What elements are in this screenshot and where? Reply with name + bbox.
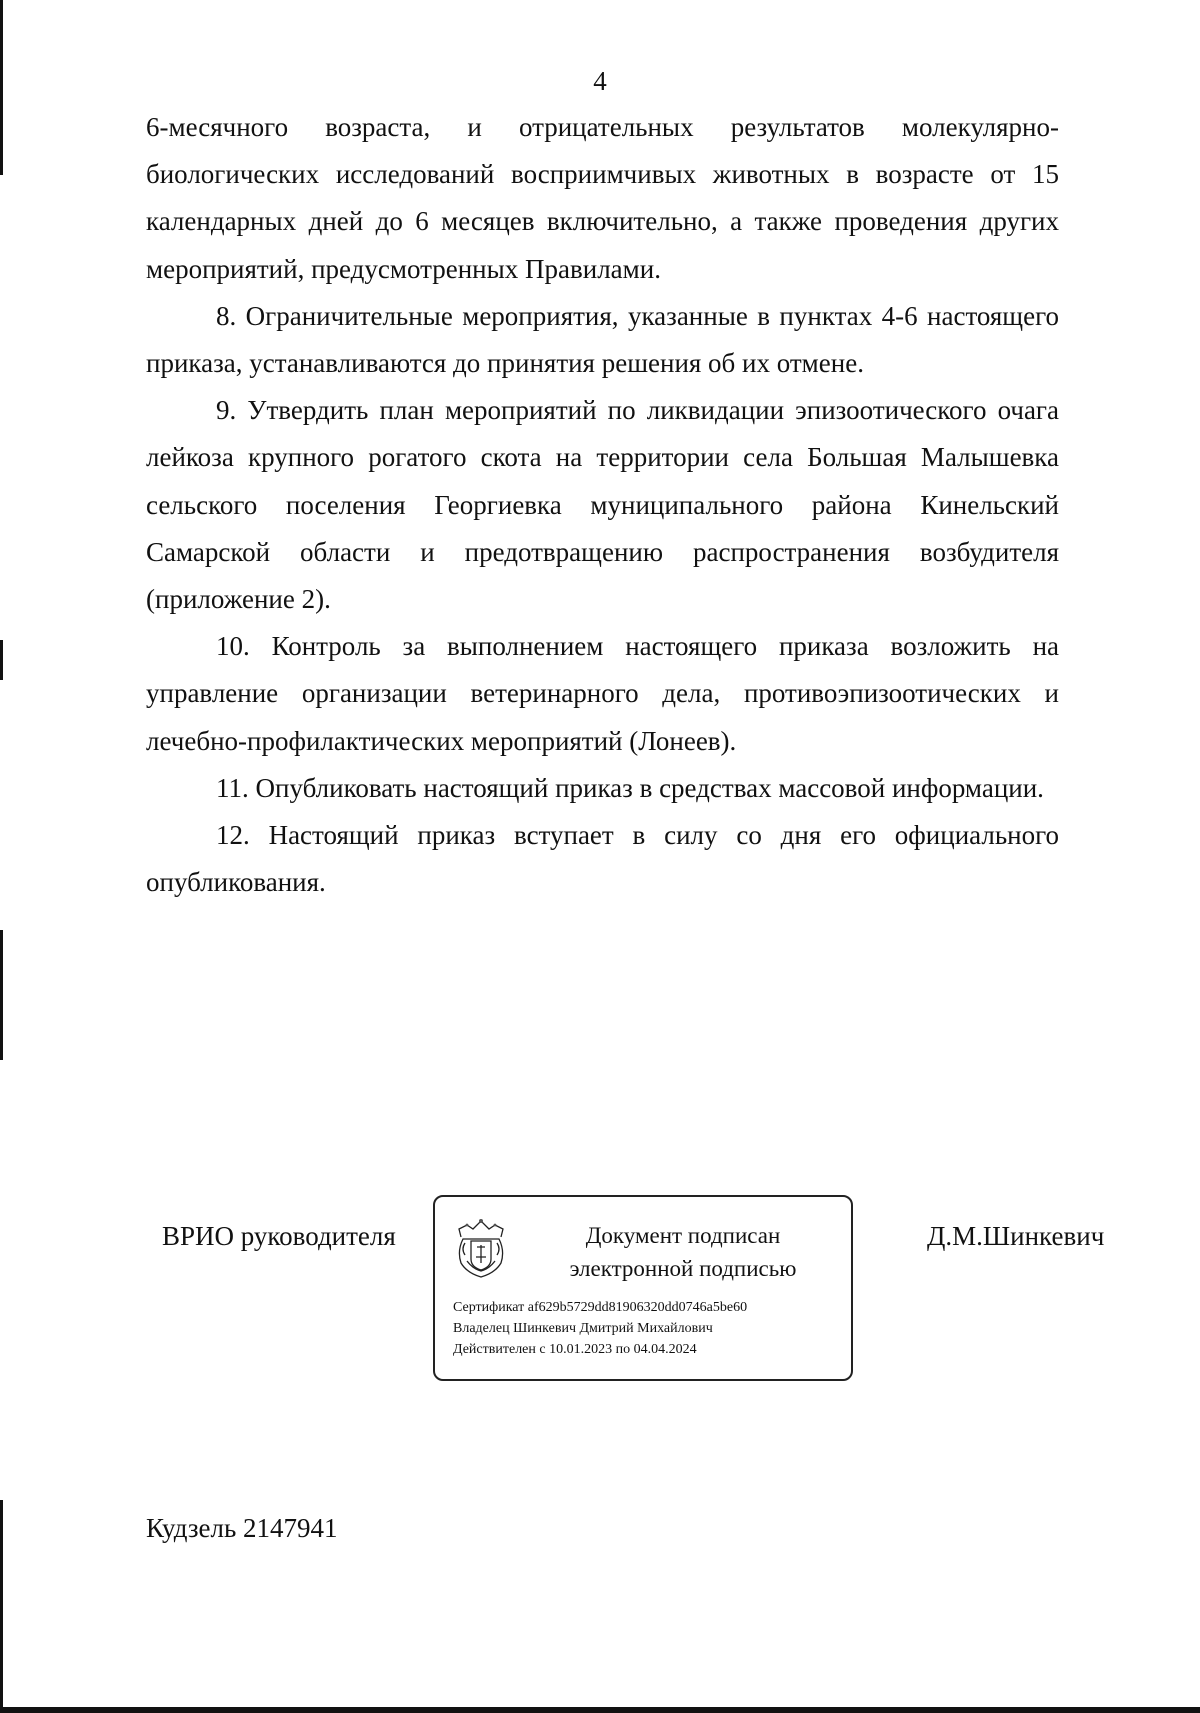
footer-author-note: Кудзель 2147941 [146,1513,338,1543]
paragraph: 8. Ограничительные мероприятия, указанные в пунктах 4-6 настоящего приказа, устанавливаются до принятия решения об их отмене. [146,300,1059,379]
esig-validity: Действителен с 10.01.2023 по 04.04.2024 [453,1342,697,1357]
scan-edge-left [0,1500,3,1713]
esig-title-line: Документ подписан [585,1223,781,1248]
paragraph: 9. Утвердить план мероприятий по ликвидации эпизоотического очага лейкоза крупного рогатого скота на территории села Большая Малышевка сельского поселения Георгиевка муниципального района Кинельский Самарской области и предотвращению распространения возбудителя (приложение 2). [146,395,1059,615]
paragraph: 10. Контроль за выполнением настоящего приказа возложить на управление организации ветеринарного дела, противоэпизоотических и лечебно-профилактических мероприятий (Лонеев). [146,631,1059,756]
document-body [146,104,1059,906]
electronic-signature-stamp [433,1195,853,1381]
paragraph: 11. Опубликовать настоящий приказ в средствах массовой информации. [216,772,1044,803]
signatory-role: ВРИО руководителя [162,1221,396,1251]
esig-title-line: электронной подписью [569,1256,797,1281]
scan-edge-left [0,640,3,680]
scan-edge-bottom [0,1707,1200,1713]
esig-title [525,1219,841,1285]
coat-of-arms-icon [455,1217,507,1279]
esig-certificate: Сертификат af629b5729dd81906320dd0746a5be60 [453,1300,748,1315]
scan-edge-left [0,930,3,1060]
paragraph: 12. Настоящий приказ вступает в силу со дня его официального опубликования. [146,820,1059,898]
page-number: 4 [593,66,607,96]
esig-owner: Владелец Шинкевич Дмитрий Михайлович [453,1321,713,1336]
signatory-name: Д.М.Шинкевич [927,1221,1105,1251]
paragraph: 6-месячного возраста, и отрицательных результатов молекулярно-биологических исследований восприимчивых животных в возрасте от 15 календарных дней до 6 месяцев включительно, а также проведения других мероприятий, предусмотренных Правилами. [146,112,1059,284]
esig-details [453,1297,843,1360]
